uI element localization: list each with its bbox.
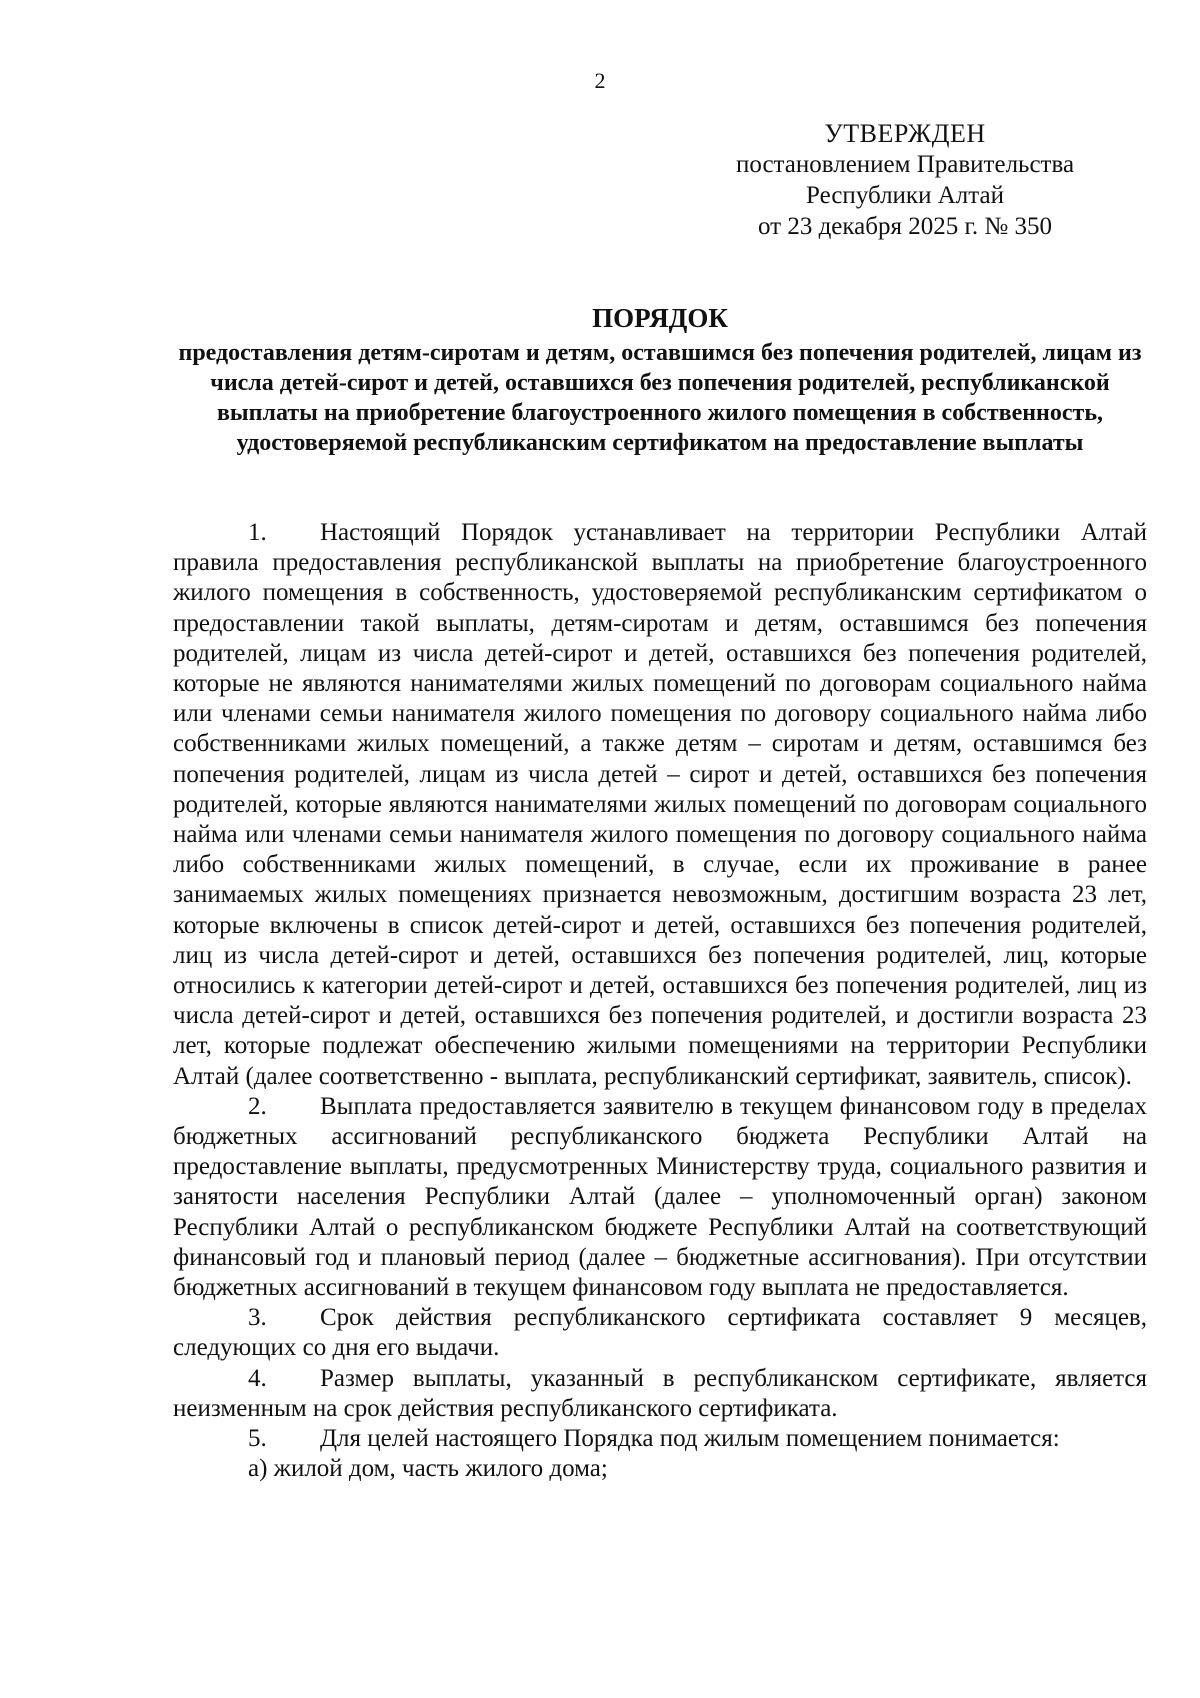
paragraph-number: 1.	[248, 519, 267, 546]
paragraph-5	[173, 1424, 1147, 1454]
paragraph-text: Для целей настоящего Порядка под жилым помещением понимается:	[320, 1425, 1060, 1453]
approval-block	[700, 118, 1110, 242]
paragraph-3	[173, 1303, 1147, 1363]
paragraph-number: 3.	[248, 1304, 267, 1332]
document-title: ПОРЯДОК	[592, 303, 728, 333]
paragraph-text: Срок действия республиканского сертификата составляет 9 месяцев, следующих со дня его выдачи.	[173, 1304, 1147, 1362]
subitem-a: а) жилой дом, часть жилого дома;	[248, 1455, 608, 1483]
paragraph-number: 5.	[248, 1425, 267, 1453]
paragraph-1	[173, 518, 1147, 1092]
page-number: 2	[594, 68, 606, 93]
approval-stamp-title: УТВЕРЖДЕН	[824, 119, 986, 148]
document-subtitle: предоставления детям-сиротам и детям, оставшимся без попечения родителей, лицам из числа детей-сирот и детей, оставшихся без попечения родителей, республиканской выплаты на приобретение благоустроенного жилого помещения в собственность, удостоверяемой республиканским сертификатом на предоставление выплаты	[178, 340, 1142, 456]
document-heading	[170, 302, 1150, 458]
paragraph-text: Размер выплаты, указанный в республиканском сертификате, является неизменным на срок действия республиканского сертификата.	[173, 1364, 1147, 1422]
paragraph-number: 4.	[248, 1364, 267, 1392]
paragraph-text: Настоящий Порядок устанавливает на территории Республики Алтай правила предоставления республиканской выплаты на приобретение благоустроенного жилого помещения в собственность, удостоверяемой республиканским сертификатом о предоставлении такой выплаты, детям-сиротам и детям, оставшимся без попечения родителей, лицам из числа детей-сирот и детей, оставшихся без попечения родителей, которые не являются нанимателями жилых помещений по договорам социального найма или членами семьи нанимателя жилого помещения по договору социального найма либо собственниками жилых помещений, а также детям – сиротам и детям, оставшимся без попечения родителей, лицам из числа детей – сирот и детей, оставшихся без попечения родителей, которые являются нанимателями жилых помещений по договорам социального найма или членами семьи нанимателя жилого помещения по договору социального найма либо собственниками жилых помещений, в случае, если их проживание в ранее занимаемых жилых помещениях признается невозможным, достигшим возраста 23 лет, которые включены в список детей-сирот и детей, оставшихся без попечения родителей, лиц из числа детей-сирот и детей, оставшихся без попечения родителей, лиц, которые относились к категории детей-сирот и детей, оставшихся без попечения родителей, лиц из числа детей-сирот и детей, оставшихся без попечения родителей, и достигли возраста 23 лет, которые подлежат обеспечению жилыми помещениями на территории Республики Алтай (далее соответственно - выплата, республиканский сертификат, заявитель, список).	[173, 519, 1147, 1090]
approval-line-3: от 23 декабря 2025 г. № 350	[757, 213, 1053, 240]
paragraph-text: Выплата предоставляется заявителю в текущем финансовом году в пределах бюджетных ассигнований республиканского бюджета Республики Алтай на предоставление выплаты, предусмотренных Министерству труда, социального развития и занятости населения Республики Алтай (далее – уполномоченный орган) законом Республики Алтай о республиканском бюджете Республики Алтай на соответствующий финансовый год и плановый период (далее – бюджетные ассигнования). При отсутствии бюджетных ассигнований в текущем финансовом году выплата не предоставляется.	[173, 1092, 1147, 1302]
approval-line-1: постановлением Правительства	[735, 151, 1075, 178]
document-body	[173, 518, 1147, 1485]
approval-line-2: Республики Алтай	[806, 182, 1004, 209]
paragraph-2	[173, 1092, 1147, 1303]
paragraph-4	[173, 1364, 1147, 1424]
paragraph-number: 2.	[248, 1092, 267, 1120]
